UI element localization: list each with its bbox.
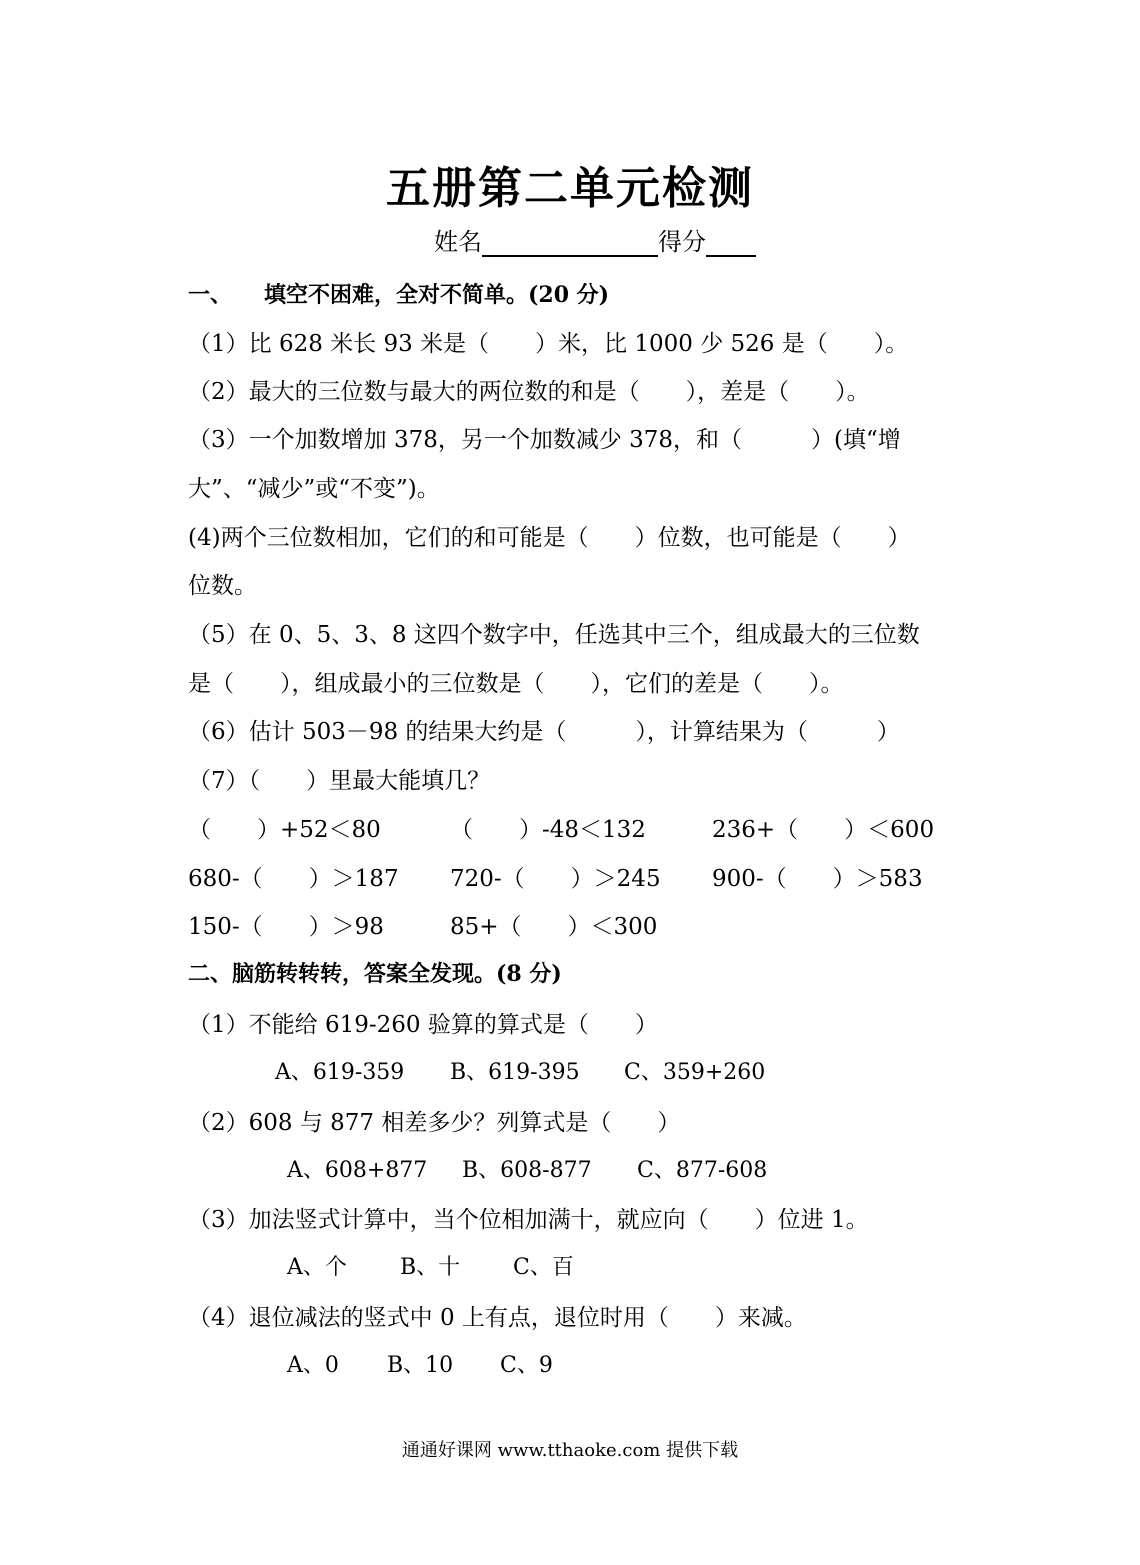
s1-question-7: （7）（ ）里最大能填几？ <box>188 768 491 794</box>
name-score-line <box>434 222 756 257</box>
s1-question-5-line2: 是（ ），组成最小的三位数是（ ），它们的差是（ ）。 <box>188 671 844 697</box>
s1-question-2: （2）最大的三位数与最大的两位数的和是（ ），差是（ ）。 <box>188 379 870 405</box>
s2-question-3: （3）加法竖式计算中，当个位相加满十，就应向（ ）位进 1。 <box>188 1207 869 1233</box>
s1-question-1: （1）比 628 米长 93 米是（ ）米，比 1000 少 526 是（ ）。 <box>188 331 909 357</box>
option: B、608-877 <box>462 1158 592 1183</box>
section2-heading: 二、脑筋转转转，答案全发现。(8 分) <box>188 961 562 987</box>
option: C、9 <box>500 1353 553 1378</box>
q7-item: 85+（ ）＜300 <box>450 914 658 940</box>
name-blank[interactable] <box>482 229 658 257</box>
option: A、608+877 <box>287 1158 428 1183</box>
s1-question-5-line1: （5）在 0、5、3、8 这四个数字中，任选其中三个，组成最大的三位数 <box>188 622 920 648</box>
s1-question-6: （6）估计 503－98 的结果大约是（ ），计算结果为（ ） <box>188 719 900 745</box>
q7-item: （ ）-48＜132 <box>450 817 646 843</box>
option: A、619-359 <box>275 1060 405 1085</box>
option: A、0 <box>287 1353 339 1378</box>
s1-question-4-line1: (4)两个三位数相加，它们的和可能是（ ）位数，也可能是（ ） <box>188 525 911 551</box>
option: C、359+260 <box>624 1060 766 1085</box>
score-blank[interactable] <box>706 229 756 257</box>
option: B、十 <box>400 1255 461 1280</box>
s2-question-2: （2）608 与 877 相差多少？列算式是（ ） <box>188 1110 681 1136</box>
q7-item: 680-（ ）＞187 <box>188 866 399 892</box>
q7-item: 150-（ ）＞98 <box>188 914 384 940</box>
s2-question-1: （1）不能给 619-260 验算的算式是（ ） <box>188 1012 658 1038</box>
s1-question-3-line1: （3）一个加数增加 378，另一个加数减少 378，和（ ）(填“增 <box>188 427 901 453</box>
name-label: 姓名 <box>434 228 482 256</box>
option: B、10 <box>387 1353 454 1378</box>
option: C、877-608 <box>637 1158 768 1183</box>
q7-item: 900-（ ）＞583 <box>712 866 923 892</box>
section1-heading-number: 一、 <box>188 282 233 308</box>
q7-item: 236+（ ）＜600 <box>712 817 935 843</box>
footer-text: 通通好课网 www.tthaoke.com 提供下载 <box>401 1440 739 1461</box>
option: C、百 <box>513 1255 574 1280</box>
s1-question-3-line2: 大”、“减少”或“不变”)。 <box>188 476 440 502</box>
section1-heading: 填空不困难，全对不简单。(20 分) <box>264 282 610 308</box>
s1-question-4-line2: 位数。 <box>188 573 257 599</box>
score-label: 得分 <box>658 228 706 256</box>
option: B、619-395 <box>450 1060 580 1085</box>
option: A、个 <box>287 1255 347 1280</box>
q7-item: 720-（ ）＞245 <box>450 866 661 892</box>
page-title: 五册第二单元检测 <box>386 163 754 214</box>
q7-item: （ ）+52＜80 <box>188 817 381 843</box>
s2-question-4: （4）退位减法的竖式中 0 上有点，退位时用（ ）来减。 <box>188 1305 807 1331</box>
